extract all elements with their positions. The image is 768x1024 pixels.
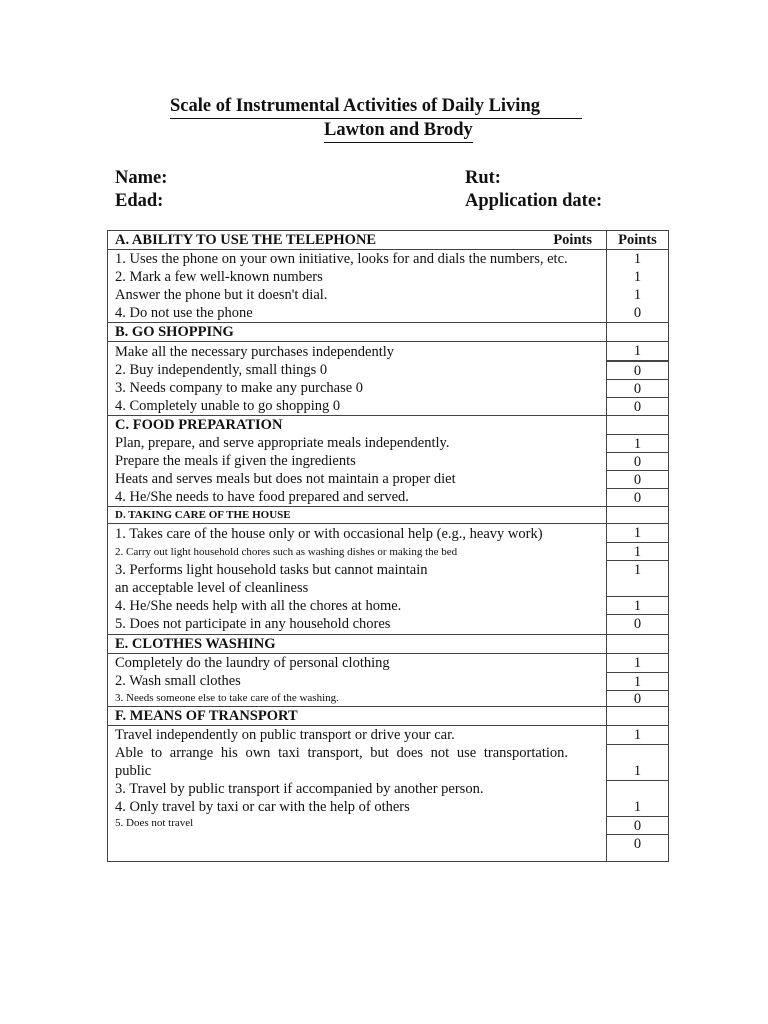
- section-f-header-row: [108, 706, 668, 725]
- list-item: 5. Does not participate in any household chores: [115, 616, 391, 632]
- points-value: 1: [633, 269, 642, 285]
- iadl-scale-table: [107, 230, 669, 862]
- points-column-header: Points: [618, 232, 657, 248]
- points-value: 1: [607, 726, 668, 745]
- points-value: 0: [607, 690, 668, 706]
- points-value: 0: [607, 452, 668, 470]
- list-item: Travel independently on public transport or drive your car.: [115, 727, 455, 743]
- section-b-heading: B. GO SHOPPING: [115, 324, 234, 340]
- list-item: 2. Carry out light household chores such as washing dishes or making the bed: [115, 546, 458, 558]
- section-c-items: [108, 434, 668, 506]
- list-item: Plan, prepare, and serve appropriate meals independently.: [115, 435, 450, 451]
- title-underline-tail: [540, 99, 582, 119]
- age-label: Edad:: [115, 191, 164, 211]
- list-item: 3. Needs company to make any purchase 0: [115, 380, 364, 396]
- list-item: 1. Takes care of the house only or with occasional help (e.g., heavy work): [115, 526, 543, 542]
- list-item: 4. He/She needs to have food prepared and served.: [115, 489, 409, 505]
- points-value: 0: [607, 817, 668, 835]
- section-b-header-row: [108, 322, 668, 341]
- section-a-header-row: [108, 231, 668, 249]
- list-item: 4. Only travel by taxi or car with the help of others: [115, 799, 410, 815]
- list-item: 4. He/She needs help with all the chores at home.: [115, 598, 402, 614]
- section-d-items: [108, 523, 668, 634]
- list-item: 3. Needs someone else to take care of the washing.: [115, 692, 339, 704]
- list-item: 2. Wash small clothes: [115, 673, 241, 689]
- points-value: 1: [607, 434, 668, 452]
- list-item: Prepare the meals if given the ingredients: [115, 453, 356, 469]
- list-item: 2. Mark a few well-known numbers: [115, 269, 323, 285]
- list-item: Heats and serves meals but does not maintain a proper diet: [115, 471, 456, 487]
- points-value: 0: [607, 470, 668, 488]
- list-item: Completely do the laundry of personal clothing: [115, 655, 390, 671]
- list-item: 2. Buy independently, small things 0: [115, 362, 328, 378]
- list-item: Answer the phone but it doesn't dial.: [115, 287, 328, 303]
- list-item: Able to arrange his own taxi transport, but does not use transportation.: [115, 745, 568, 761]
- section-e-heading: E. CLOTHES WASHING: [115, 636, 276, 652]
- points-value: 1: [607, 597, 668, 615]
- section-b-items: [108, 341, 668, 415]
- points-value: 1: [633, 251, 642, 267]
- name-label: Name:: [115, 168, 168, 188]
- points-value: 1: [607, 561, 668, 597]
- points-value: 1: [633, 287, 642, 303]
- section-a-heading: A. ABILITY TO USE THE TELEPHONE: [115, 232, 377, 248]
- list-item: 3. Travel by public transport if accompanied by another person.: [115, 781, 484, 797]
- points-value: 1: [607, 543, 668, 561]
- list-item: Make all the necessary purchases independently: [115, 344, 395, 360]
- points-value: 1: [607, 672, 668, 690]
- points-value: 1: [607, 781, 668, 817]
- list-item: 5. Does not travel: [115, 817, 194, 829]
- section-e-header-row: [108, 634, 668, 653]
- list-item-continuation: public: [115, 763, 152, 779]
- points-value: 0: [633, 616, 642, 632]
- list-item-continuation: an acceptable level of cleanliness: [115, 580, 309, 596]
- points-value: 0: [607, 397, 668, 415]
- section-f-items: [108, 725, 668, 861]
- application-date-label: Application date:: [465, 191, 603, 211]
- points-value: 0: [607, 488, 668, 506]
- points-value: 1: [633, 343, 642, 359]
- points-value: 1: [607, 524, 668, 543]
- section-f-heading: F. MEANS OF TRANSPORT: [115, 708, 298, 724]
- list-item: 4. Do not use the phone: [115, 305, 253, 321]
- points-value: 0: [633, 836, 642, 852]
- document-title: Scale of Instrumental Activities of Daily Living: [170, 96, 582, 119]
- list-item: 3. Performs light household tasks but cannot maintain: [115, 562, 428, 578]
- points-value: 1: [633, 655, 642, 671]
- points-value: 0: [607, 361, 668, 379]
- section-e-items: [108, 653, 668, 706]
- section-c-heading: C. FOOD PREPARATION: [115, 417, 283, 433]
- list-item: 1. Uses the phone on your own initiative, looks for and dials the numbers, etc.: [115, 251, 568, 267]
- section-c-header-row: [108, 415, 668, 434]
- section-a-points-label: Points: [553, 232, 592, 248]
- section-a-items: [108, 249, 668, 322]
- document-subtitle: Lawton and Brody: [324, 120, 473, 143]
- section-d-heading: D. TAKING CARE OF THE HOUSE: [115, 509, 291, 521]
- list-item: 4. Completely unable to go shopping 0: [115, 398, 341, 414]
- points-value: 0: [607, 379, 668, 397]
- section-d-header-row: [108, 506, 668, 523]
- points-value: 0: [633, 305, 642, 321]
- rut-label: Rut:: [465, 168, 501, 188]
- points-value: 1: [607, 745, 668, 781]
